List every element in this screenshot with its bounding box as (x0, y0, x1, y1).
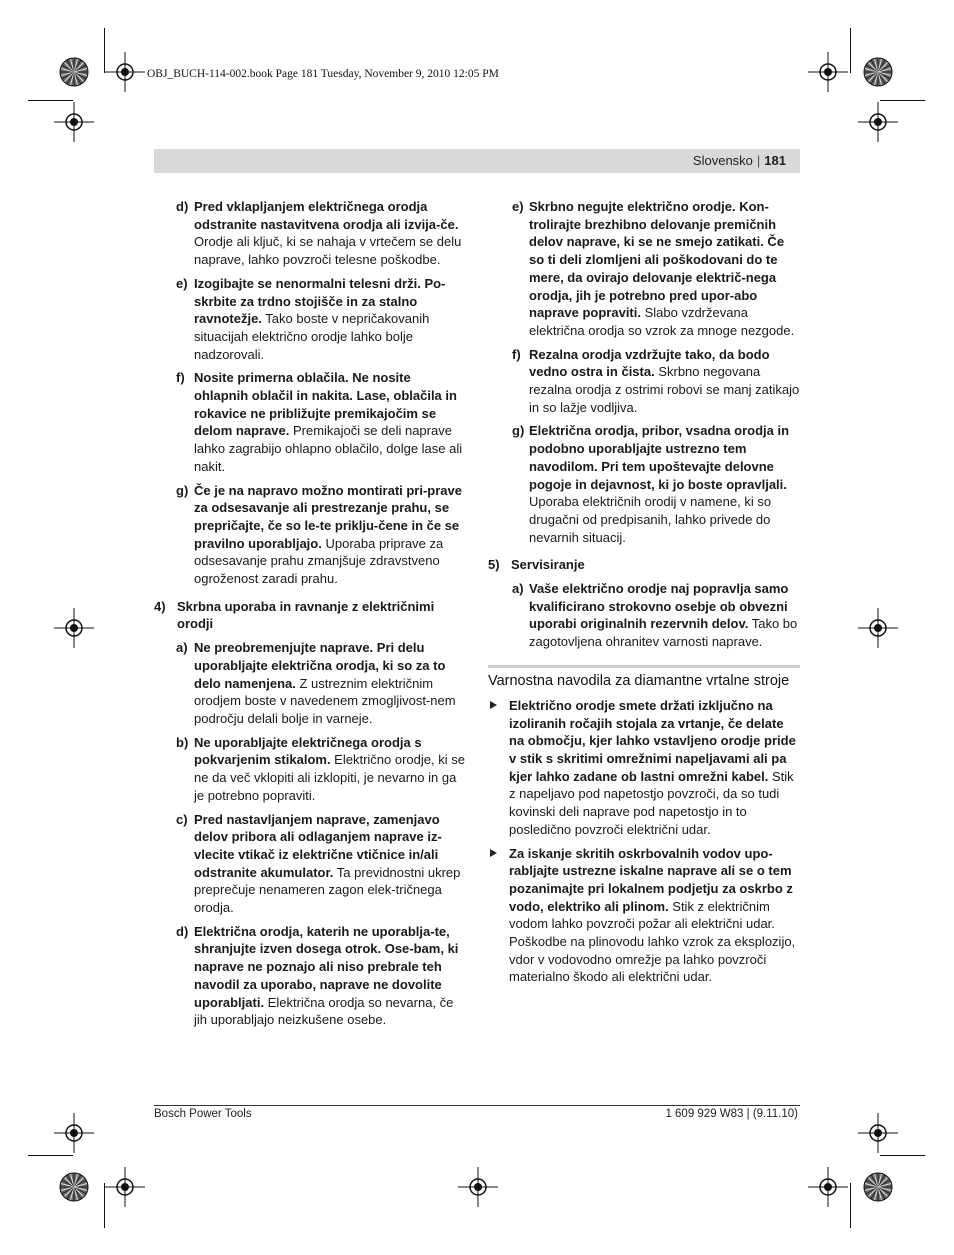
item-text: Električna orodja so nevarna, če jih uporabljajo neizkušene osebe. (194, 994, 454, 1028)
registration-crosshair-icon (858, 1113, 898, 1153)
registration-crosshair-icon (458, 1167, 498, 1207)
right-column (488, 198, 800, 992)
item-bold-text: Pred vklapljanjem električnega orodja odstranite nastavitvena orodja ali izvija-če. (194, 199, 459, 232)
triangle-bullet-icon (490, 849, 497, 857)
bullet-text: Stik z napeljavo pod napetostjo povzroči, da so tudi kovinski deli naprave pod napetostjo in to posledično povzroči električni udar. (509, 768, 794, 837)
item-bold-text: Električna orodja, pribor, vsadna orodja in podobno uporabljajte ustrezno tem navodilom. Pri tem upoštevajte delovne pogoje in dejavnost, ki jo boste opravljali. (529, 423, 790, 492)
list-item (154, 482, 466, 588)
bullet-item (488, 845, 800, 987)
item-bold-text: Skrbno negujte električno orodje. Kon-trolirajte brezhibno delovanje premičnih delov naprave, ki se ne smejo zatikati. Če so ti deli zlomljeni ali poškodovani do te mere, da ovirajo delovanje električ-nega orodja, jih je potrebno pred upor-abo naprave popraviti. (529, 199, 785, 321)
page-header (154, 149, 800, 173)
item-text: Premikajoči se deli naprave lahko zagrabijo ohlapno oblačilo, dolge lase ali nakit. (194, 423, 463, 474)
item-text: Električno orodje, ki se ne da več vklopiti ali izklopiti, je nevarno in ga je potrebno popraviti. (194, 752, 465, 803)
item-label: e) (512, 199, 524, 214)
header-text (693, 153, 786, 168)
registration-crosshair-icon (858, 102, 898, 142)
registration-crosshair-icon (808, 52, 848, 92)
header-separator: | (756, 153, 761, 168)
item-label: d) (176, 923, 189, 939)
item-label: d) (176, 199, 189, 214)
crop-line (850, 28, 851, 73)
registration-starburst-icon (863, 57, 893, 87)
crop-line (880, 1155, 925, 1156)
item-bold-text: Električna orodja, katerih ne uporablja-te, shranjujte izven dosega otrok. Ose-bam, ki naprave ne poznajo ali niso prebrale teh navodil za uporabo, naprave ne dovolite uporabljati. (194, 923, 459, 1010)
item-label: g) (512, 423, 525, 439)
crop-line (104, 28, 105, 73)
bullet-text: Stik z električnim vodom lahko povzroči požar ali električni udar. Poškodbe na plinovodu lahko vzrok za eksplozijo, vdor v vodovodno omrežje pa lahko povzroči materialno škodo ali električni udar. (509, 898, 796, 985)
page-number: 181 (764, 153, 786, 168)
item-bold-text: Nosite primerna oblačila. Ne nosite ohlapnih oblačil in nakita. Lase, oblačila in rokavice ne približujte premikajočim se delom naprave. (194, 370, 457, 439)
list-item (154, 639, 466, 728)
list-item (488, 580, 800, 651)
bullet-bold-text: Za iskanje skritih oskrbovalnih vodov upo-rabljajte ustrezne iskalne naprave ali se o tem pozanimajte pri lokalnem podjetju za oskrbo z vodo, elektriko ali plinom. (509, 845, 793, 914)
list-item (154, 198, 466, 269)
triangle-bullet-icon (490, 701, 497, 709)
list-item (488, 422, 800, 546)
registration-crosshair-icon (54, 608, 94, 648)
item-bold-text: Če je na napravo možno montirati pri-prave za odsesavanje ali prestrezanje prahu, se prepričajte, če so le-te priklju-čene in če se pravilno uporabljajo. (194, 482, 462, 551)
registration-starburst-icon (59, 57, 89, 87)
item-text: Uporaba električnih orodij v namene, ki so drugačni od predpisanih, lahko privede do nevarnih situacij. (529, 494, 772, 545)
item-label: a) (512, 581, 524, 597)
section-heading (154, 598, 466, 633)
footer-rule (154, 1105, 800, 1106)
item-text: Orodje ali ključ, ki se nahaja v vrtečem se delu naprave, lahko povzroči telesne poškodbe. (194, 234, 462, 268)
footer-doc-number: 1 609 929 W83 | (9.11.10) (665, 1108, 798, 1120)
item-bold-text: Ne preobremenjujte naprave. Pri delu uporabljajte električna orodja, ki so za to delo namenjena. (194, 640, 446, 691)
registration-crosshair-icon (105, 52, 145, 92)
crop-line (28, 100, 73, 101)
header-language: Slovensko (692, 153, 753, 168)
section-number: 5) (488, 557, 500, 573)
item-label: f) (176, 370, 185, 386)
bullet-bold-text: Električno orodje smete držati izključno na izoliranih ročajih stojala za vrtanje, če delate na območju, kjer lahko vstavljeno orodje pride v stik s skritimi omrežnimi napeljavami ali pa kjer lahko zadane ob lastni omrežni kabel. (509, 697, 796, 784)
item-label: c) (176, 811, 188, 827)
item-label: g) (176, 482, 189, 498)
item-bold-text: Vaše električno orodje naj popravlja samo kvalificirano strokovno osebje ob obvezni uporabi originalnih rezervnih delov. (529, 581, 789, 632)
list-item (488, 198, 800, 340)
registration-crosshair-icon (808, 1167, 848, 1207)
item-label: f) (512, 346, 521, 362)
item-text: Tako bo zagotovljena ohranitev varnosti naprave. (529, 616, 798, 650)
item-bold-text: Ne uporabljajte električnega orodja s pokvarjenim stikalom. (194, 734, 422, 768)
registration-crosshair-icon (105, 1167, 145, 1207)
item-bold-text: Izogibajte se nenormalni telesni drži. Po-skrbite za trdno stojišče in za stalno ravnotežje. (194, 275, 446, 327)
item-bold-text: Rezalna orodja vzdržujte tako, da bodo vedno ostra in čista. (529, 346, 770, 380)
file-slug: OBJ_BUCH-114-002.book Page 181 Tuesday, November 9, 2010 12:05 PM (147, 68, 499, 80)
section-title: Skrbna uporaba in ravnanje z električnimi orodji (177, 598, 435, 632)
crop-line (28, 1155, 73, 1156)
registration-crosshair-icon (54, 102, 94, 142)
registration-starburst-icon (863, 1172, 893, 1202)
list-item (488, 346, 800, 417)
item-text: Tako boste v nepričakovanih situacijah električno orodje lahko bolje nadzorovali. (194, 311, 430, 362)
crop-line (880, 100, 925, 101)
list-item (154, 369, 466, 475)
left-column (154, 198, 466, 1035)
item-text: Ta previdnostni ukrep preprečuje nenameren zagon elek-tričnega orodja. (194, 864, 461, 916)
item-bold-text: Pred nastavljanjem naprave, zamenjavo delov pribora ali odlaganjem naprave iz-vlecite vtikač iz električne vtičnice in/ali odstranite akumulator. (194, 811, 442, 880)
bullet-item (488, 697, 800, 839)
item-text: Skrbno negovana rezalna orodja z ostrimi robovi se manj zatikajo in so lažje vodljiva. (529, 364, 800, 415)
crop-line (104, 1183, 105, 1228)
list-item (154, 811, 466, 917)
section-heading (488, 556, 800, 574)
list-item (154, 923, 466, 1029)
item-text: Slabo vzdrževana električna orodja so vzrok za mnoge nezgode. (529, 305, 795, 338)
crop-line (850, 1183, 851, 1228)
item-label: b) (176, 734, 189, 750)
registration-starburst-icon (59, 1172, 89, 1202)
section-number: 4) (154, 598, 166, 614)
section-subheading: Varnostna navodila za diamantne vrtalne stroje (488, 665, 800, 691)
item-label: e) (176, 275, 188, 291)
item-text: Z ustreznim električnim orodjem boste v navedenem zmogljivost-nem področju delali bolje in varneje. (194, 675, 456, 726)
registration-crosshair-icon (54, 1113, 94, 1153)
list-item (154, 275, 466, 364)
item-text: Uporaba priprave za odsesavanje prahu zmanjšuje zdravstveno ogroženost zaradi prahu. (194, 535, 444, 587)
footer-brand: Bosch Power Tools (154, 1108, 252, 1120)
list-item (154, 734, 466, 805)
registration-crosshair-icon (858, 608, 898, 648)
item-label: a) (176, 640, 188, 656)
section-title: Servisiranje (511, 557, 585, 573)
